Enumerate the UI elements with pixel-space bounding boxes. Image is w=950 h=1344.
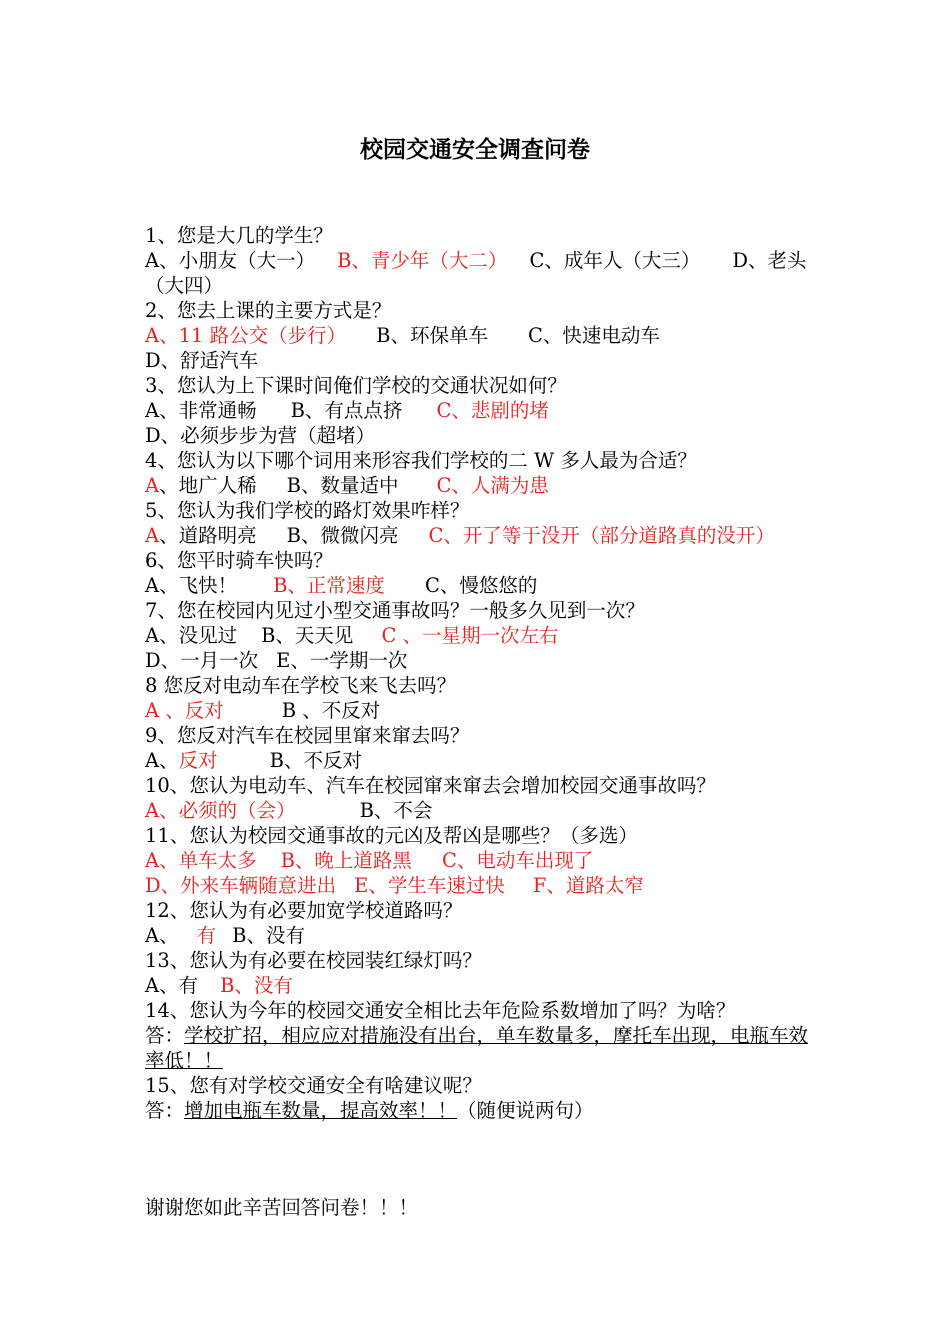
option-4a-text: 、地广人稀 bbox=[159, 474, 257, 497]
option-3a: A、非常通畅 bbox=[145, 399, 257, 422]
option-11f: F、道路太窄 bbox=[532, 874, 644, 897]
option-12b: B、没有 bbox=[232, 924, 305, 947]
options-8 bbox=[145, 698, 810, 723]
question-14: 14、您认为今年的校园交通安全相比去年危险系数增加了吗？为啥？ bbox=[145, 999, 736, 1022]
option-11d: D、外来车辆随意进出 bbox=[145, 874, 337, 897]
question-5: 5、您认为我们学校的路灯效果咋样？ bbox=[145, 499, 470, 522]
option-7a: A、没见过 bbox=[145, 624, 238, 647]
question-2: 2、您去上课的主要方式是？ bbox=[145, 299, 392, 322]
option-2d: D、舒适汽车 bbox=[145, 349, 259, 372]
answer-15 bbox=[145, 1098, 810, 1123]
option-7e: E、一学期一次 bbox=[276, 649, 408, 672]
question-3: 3、您认为上下课时间俺们学校的交通状况如何？ bbox=[145, 374, 567, 397]
options-5 bbox=[145, 523, 810, 548]
option-10a: A、必须的（会） bbox=[145, 799, 296, 822]
question-6: 6、您平时骑车快吗？ bbox=[145, 549, 333, 572]
option-11b: B、晚上道路黑 bbox=[280, 849, 412, 872]
option-5b: B、微微闪亮 bbox=[286, 524, 399, 547]
options-11-row2 bbox=[145, 873, 810, 898]
options-7 bbox=[145, 623, 810, 648]
option-11e: E、学生车速过快 bbox=[354, 874, 505, 897]
option-5a-prefix: A bbox=[145, 524, 160, 547]
option-8a: A 、反对 bbox=[145, 699, 224, 722]
option-2c: C、快速电动车 bbox=[527, 324, 660, 347]
page-title: 校园交通安全调查问卷 bbox=[360, 136, 590, 163]
options-7-extra bbox=[145, 648, 810, 673]
option-10b: B、不会 bbox=[359, 799, 433, 822]
option-13b: B、没有 bbox=[220, 974, 293, 997]
option-3d: D、必须步步为营（超堵） bbox=[145, 424, 376, 447]
option-8b: B 、不反对 bbox=[281, 699, 381, 722]
option-7d: D、一月一次 bbox=[145, 649, 259, 672]
option-1c: C、成年人（大三） bbox=[529, 249, 701, 272]
option-2b: B、环保单车 bbox=[376, 324, 488, 347]
question-10: 10、您认为电动车、汽车在校园窜来窜去会增加校园交通事故吗？ bbox=[145, 774, 716, 797]
question-12: 12、您认为有必要加宽学校道路吗？ bbox=[145, 899, 463, 922]
answer-14-prefix: 答： bbox=[145, 1024, 185, 1047]
option-6a: A、飞快！ bbox=[145, 574, 238, 597]
option-13a: A、有 bbox=[145, 974, 199, 997]
option-3c: C、悲剧的堵 bbox=[436, 399, 549, 422]
option-4a-prefix: A bbox=[145, 474, 160, 497]
option-5a-text: 、道路明亮 bbox=[159, 524, 257, 547]
option-1d: D、老头（大四） bbox=[145, 249, 807, 297]
answer-15-text: 增加电瓶车数量，提高效率！！ bbox=[184, 1099, 458, 1122]
option-9a-prefix: A、 bbox=[145, 749, 179, 772]
question-13: 13、您认为有必要在校园装红绿灯吗？ bbox=[145, 949, 482, 972]
options-6 bbox=[145, 573, 810, 598]
options-4 bbox=[145, 473, 810, 498]
question-11: 11、您认为校园交通事故的元凶及帮凶是哪些？（多选） bbox=[145, 824, 638, 847]
option-1a: A、小朋友（大一） bbox=[145, 249, 316, 272]
question-4: 4、您认为以下哪个词用来形容我们学校的二 W 多人最为合适？ bbox=[145, 449, 697, 472]
answer-14-text: 学校扩招，相应应对措施没有出台，单车数量多，摩托车出现，电瓶车效率低！！ bbox=[145, 1024, 809, 1072]
questionnaire-body bbox=[145, 223, 810, 1123]
option-11c: C、电动车出现了 bbox=[441, 849, 594, 872]
option-11a: A、单车太多 bbox=[145, 849, 257, 872]
option-9b: B、不反对 bbox=[269, 749, 362, 772]
option-2a: A、11 路公交（步行） bbox=[145, 324, 347, 347]
options-11-row1 bbox=[145, 848, 810, 873]
answer-15-prefix: 答： bbox=[145, 1099, 185, 1122]
question-8: 8 您反对电动车在学校飞来飞去吗？ bbox=[145, 674, 457, 697]
options-9 bbox=[145, 748, 810, 773]
question-7: 7、您在校园内见过小型交通事故吗？一般多久见到一次？ bbox=[145, 599, 645, 622]
option-12a-prefix: A、 bbox=[145, 924, 179, 947]
options-1 bbox=[145, 248, 810, 298]
thanks-message: 谢谢您如此辛苦回答问卷！！！ bbox=[145, 1196, 419, 1219]
option-4c: C、人满为患 bbox=[436, 474, 549, 497]
option-5c: C、开了等于没开（部分道路真的没开） bbox=[428, 524, 775, 547]
answer-15-note: （随便说两句） bbox=[457, 1099, 594, 1122]
question-15: 15、您有对学校交通安全有啥建议呢？ bbox=[145, 1074, 482, 1097]
answer-14 bbox=[145, 1023, 810, 1073]
option-7b: B、天天见 bbox=[261, 624, 354, 647]
options-10 bbox=[145, 798, 810, 823]
question-1: 1、您是大几的学生？ bbox=[145, 224, 333, 247]
option-4b: B、数量适中 bbox=[286, 474, 399, 497]
option-6b: B、正常速度 bbox=[273, 574, 385, 597]
option-12a: 有 bbox=[196, 924, 217, 947]
option-7c: C 、一星期一次左右 bbox=[381, 624, 559, 647]
options-3 bbox=[145, 398, 810, 423]
option-3b: B、有点点挤 bbox=[290, 399, 403, 422]
options-2 bbox=[145, 323, 810, 348]
options-13 bbox=[145, 973, 810, 998]
option-9a: 反对 bbox=[178, 749, 218, 772]
option-6c: C、慢悠悠的 bbox=[424, 574, 538, 597]
options-12 bbox=[145, 923, 810, 948]
option-1b: B、青少年（大二） bbox=[337, 249, 508, 272]
question-9: 9、您反对汽车在校园里窜来窜去吗？ bbox=[145, 724, 470, 747]
